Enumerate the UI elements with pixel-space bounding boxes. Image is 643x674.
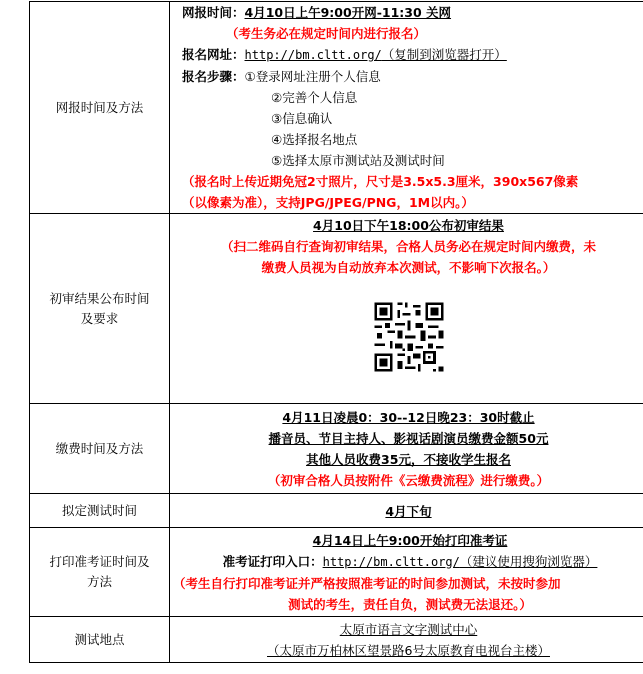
content-payment bbox=[170, 404, 643, 494]
label-admission-ticket: 打印准考证时间及 方法 bbox=[30, 528, 170, 617]
admission-note-1: （考生自行打印准考证并严格按照准考证的时间参加测试，未按时参加 bbox=[173, 575, 561, 591]
registration-url[interactable]: http://bm.cltt.org/（复制到浏览器打开） bbox=[244, 47, 507, 62]
label-test-time: 拟定测试时间 bbox=[30, 494, 170, 528]
info-table bbox=[29, 1, 643, 663]
step-1: ①登录网址注册个人信息 bbox=[244, 69, 381, 84]
label-payment: 缴费时间及方法 bbox=[30, 404, 170, 494]
row-test-time bbox=[30, 494, 643, 528]
url-note: （复制到浏览器打开） bbox=[381, 47, 507, 62]
test-time-value: 4月下旬 bbox=[385, 503, 432, 519]
row-preliminary-result bbox=[30, 214, 643, 404]
content-online-registration bbox=[170, 2, 643, 214]
time-value: 4月10日上午9:00开网-11:30 关网 bbox=[244, 5, 452, 20]
time-note: （考生务必在规定时间内进行报名） bbox=[226, 26, 427, 41]
content-preliminary-result bbox=[170, 214, 643, 404]
payment-line-3: 其他人员收费35元，不接收学生报名 bbox=[306, 451, 511, 467]
url-label: 报名网址： bbox=[182, 47, 245, 62]
location-line-2: （太原市万柏林区望景路6号太原教育电视台主楼） bbox=[267, 642, 550, 658]
admission-entry-label: 准考证打印入口： bbox=[222, 553, 323, 569]
step-2: ②完善个人信息 bbox=[271, 90, 358, 105]
payment-line-2: 播音员、节目主持人、影视话剧演员缴费金额50元 bbox=[268, 430, 549, 446]
step-4: ④选择报名地点 bbox=[271, 132, 358, 147]
admission-line-1: 4月14日上午9:00开始打印准考证 bbox=[312, 532, 508, 548]
label-location: 测试地点 bbox=[30, 617, 170, 663]
admission-entry-url[interactable]: http://bm.cltt.org/（建议使用搜狗浏览器） bbox=[322, 553, 598, 569]
row-admission-ticket bbox=[30, 528, 643, 617]
content-admission-ticket bbox=[170, 528, 643, 617]
content-location bbox=[170, 617, 643, 663]
content-test-time bbox=[170, 494, 643, 528]
step-5: ⑤选择太原市测试站及测试时间 bbox=[271, 153, 445, 168]
step-3: ③信息确认 bbox=[271, 111, 333, 126]
result-title: 4月10日下午18:00公布初审结果 bbox=[313, 218, 504, 233]
row-online-registration bbox=[30, 2, 643, 214]
photo-note-2: （以像素为准），支持JPG/JPEG/PNG，1M以内。） bbox=[182, 195, 474, 210]
location-line-1: 太原市语言文字测试中心 bbox=[339, 621, 478, 637]
result-note-1: （扫二维码自行查询初审结果，合格人员务必在规定时间内缴费，未 bbox=[220, 239, 596, 254]
steps-label: 报名步骤： bbox=[182, 69, 245, 84]
admission-note-2: 测试的考生，责任自负，测试费无法退还。） bbox=[288, 596, 532, 612]
photo-note-1: （报名时上传近期免冠2寸照片，尺寸是3.5x5.3厘米，390x567像素 bbox=[182, 174, 579, 189]
label-preliminary-result: 初审结果公布时间 及要求 bbox=[30, 214, 170, 404]
qr-code-icon[interactable] bbox=[372, 300, 446, 374]
row-location bbox=[30, 617, 643, 663]
admission-entry-note: （建议使用搜狗浏览器） bbox=[459, 553, 598, 569]
payment-line-1: 4月11日凌晨0：30--12日晚23：30时截止 bbox=[282, 409, 535, 425]
time-label: 网报时间： bbox=[182, 5, 245, 20]
label-online-registration: 网报时间及方法 bbox=[30, 2, 170, 214]
payment-line-4: （初审合格人员按附件《云缴费流程》进行缴费。） bbox=[267, 472, 550, 488]
row-payment bbox=[30, 404, 643, 494]
result-note-2: 缴费人员视为自动放弃本次测试，不影响下次报名。） bbox=[261, 260, 556, 275]
